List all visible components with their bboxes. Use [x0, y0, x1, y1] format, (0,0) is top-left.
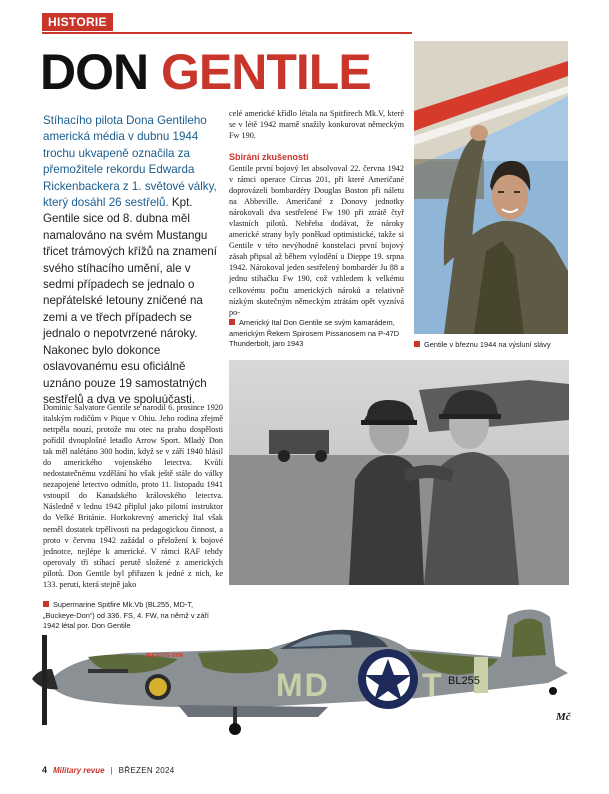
section-tag: HISTORIE [42, 13, 113, 31]
issue-date: BŘEZEN 2024 [118, 766, 175, 775]
caption-group-photo-text: Americký Ital Don Gentile se svým kamarádem, americkým Řekem Spirosem Pissanosem na P-47D Thunderbolt, jaro 1943 [229, 318, 400, 349]
nose-art-label: BUCKEYE-DON [146, 653, 184, 659]
page-number: 4 [42, 765, 48, 775]
headline [40, 44, 371, 100]
lead-rest: Kpt. Gentile sice od 8. dubna měl namalováno na svém Mustangu třicet trámových křížů na znamení svého stíhacího umění, ale v sedmi případech se jednalo o nepřátelské letouny zničené na zemi a ve třech případech se jednalo o nepotvrzené nároky. Nakonec bylo dokonce oslavovanému esu oficiálně uznáno pouze 19 samostatných sestřelů a dva ve spoluúčasti. [43, 196, 217, 406]
artist-signature: Mč [556, 711, 571, 723]
caption-portrait [414, 340, 574, 351]
pilots-photo [229, 360, 569, 585]
body-column-2-top: celé americké křídlo létala na Spitfirech Mk.V, které se v létě 1942 marně snažily konkurovat německým Fw 190. [229, 109, 404, 141]
caption-bullet [229, 319, 235, 325]
caption-bullet [414, 341, 420, 347]
portrait-photo [414, 41, 568, 334]
magazine-brand: Military revue [53, 766, 105, 775]
caption-portrait-text: Gentile v březnu 1944 na výsluní slávy [424, 340, 551, 349]
footer [42, 765, 174, 775]
lead-accent: Stíhacího pilota Dona Gentileho americká média v dubnu 1944 trochu ukvapeně označila za přemožitele rekordu Edwarda Rickenbackera z 1. světové války, který dosáhl 26 sestřelů. [43, 114, 217, 210]
footer-separator: | [110, 766, 113, 775]
caption-spitfire-text: Supermarine Spitfire Mk.Vb (BL255, MD-T, „Buckeye-Don“) od 336. FS, 4. FW, na němž v září 1942 létal por. Don Gentile [43, 600, 209, 631]
section-rule [42, 32, 412, 34]
spitfire-profile [28, 595, 588, 735]
body-column-2: Gentile první bojový let absolvoval 22. června 1942 v rámci operace Circus 201, při které Američané doprovázeli bombardéry Douglas Boston při náletu na Abbeville. Američané z Donovy jednotky nárokovali dva sestřelené Fw 190 při ztrátě čtyř vlastních pilotů. Nebřeba dodávat, že nároky americké strany byly poněkud optimistické, takže si Gentile v této nevýhodné konstelaci první bojový zásah připsal až během vylodění u Dieppe 19. srpna 1942. Nárokoval jeden sestřelený bombardér Ju 88 a jednu stíhačku Fw 190, což vzhledem k velkému celkovému počtu amerických nároků a relativně nízkým skutečným německým ztrátám opět vyznívá po- [229, 164, 404, 317]
caption-group-photo [229, 318, 407, 350]
headline-first-name: DON [40, 44, 149, 100]
subheading: Sbírání zkušeností [229, 152, 309, 162]
aircraft-serial: BL255 [448, 675, 480, 687]
body-column-1: Dominic Salvatore Gentile se narodil 6. prosince 1920 italským rodičům v Pique v Ohiu. Jeho rodina zřejmě netrpěla nouzí, protože mu otec na prahu dospělosti pořídil dvouplošné letadlo Arrow Sport. Mladý Don tak měl nalétáno 300 hodin, když se v září 1940 hlásil do amerického vojenského letectva. Kvůli nedostatečnému vzdělání ho však ještě stále do války nezapojené letectvo odmítlo, proto 11. listopadu 1941 vstoupil do Kanadského královského letectva. Následně v lednu 1942 připlul jako pilotní instruktor do Velké Británie. Horkokrevný americký Ital však neměl dostatek trpělivosti na pedagogickou činnost, a proto v červnu 1942 zažádal o přeložení k bojové jednotce, nejlépe k americké. V rámci RAF tehdy operovaly tři stíhací perutě složené z amerických pilotů. Don Gentile byl přiřazen k jedné z nich, ke 133. peruti, která stejně jako [43, 403, 223, 589]
aircraft-code-right: T [422, 667, 442, 703]
headline-last-name: GENTILE [161, 44, 371, 100]
aircraft-code-left: MD [276, 667, 330, 703]
lead-paragraph [43, 113, 222, 408]
